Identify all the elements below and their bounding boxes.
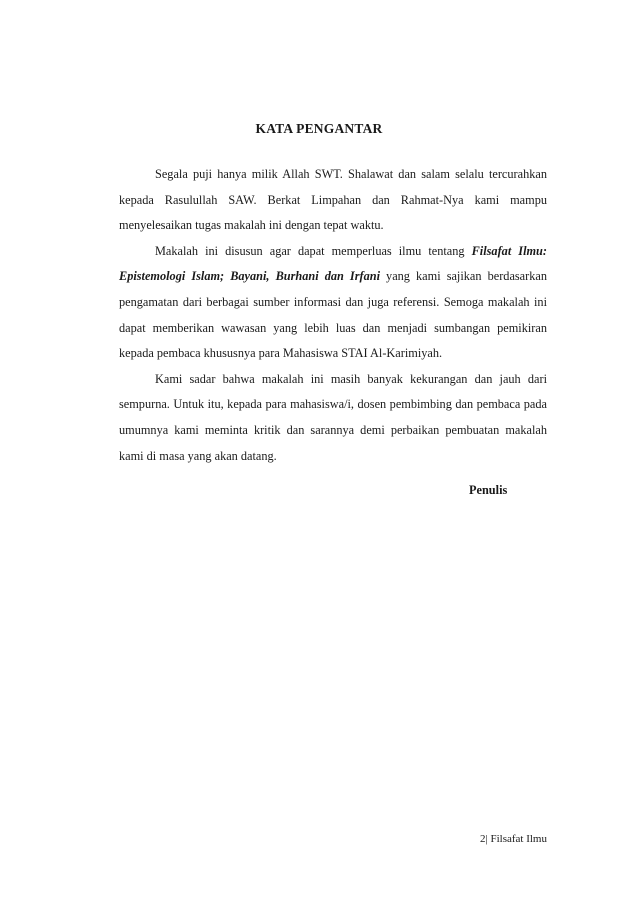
- page-footer: 2| Filsafat Ilmu: [480, 833, 547, 845]
- signature: Penulis: [469, 483, 508, 497]
- paragraph-1: Segala puji hanya milik Allah SWT. Shalawat dan salam selalu tercurahkan kepada Rasulullah SAW. Berkat Limpahan dan Rahmat-Nya kami mampu menyelesaikan tugas makalah ini dengan tepat waktu.: [119, 167, 547, 233]
- page-title: KATA PENGANTAR: [255, 121, 383, 136]
- paragraph-2-emphasis: Filsafat Ilmu: Epistemologi Islam; Bayani, Burhani dan Irfani: [119, 243, 547, 284]
- paragraph-2: [119, 239, 547, 367]
- document-body: [119, 162, 547, 469]
- paragraph-3: Kami sadar bahwa makalah ini masih banyak kekurangan dan jauh dari sempurna. Untuk itu, kepada para mahasiswa/i, dosen pembimbing dan pembaca pada umumnya kami meminta kritik dan sarannya demi perbaikan pembuatan makalah kami di masa yang akan datang.: [119, 371, 547, 463]
- paragraph-2-rest: yang kami sajikan berdasarkan pengamatan dari berbagai sumber informasi dan juga referensi. Semoga makalah ini dapat memberikan wawasan yang lebih luas dan menjadi sumbangan pemikiran kepada pembaca khususnya para Mahasiswa STAI Al-Karimiyah.: [119, 269, 547, 361]
- paragraph-2-intro: Makalah ini disusun agar dapat memperluas ilmu tentang: [155, 243, 472, 258]
